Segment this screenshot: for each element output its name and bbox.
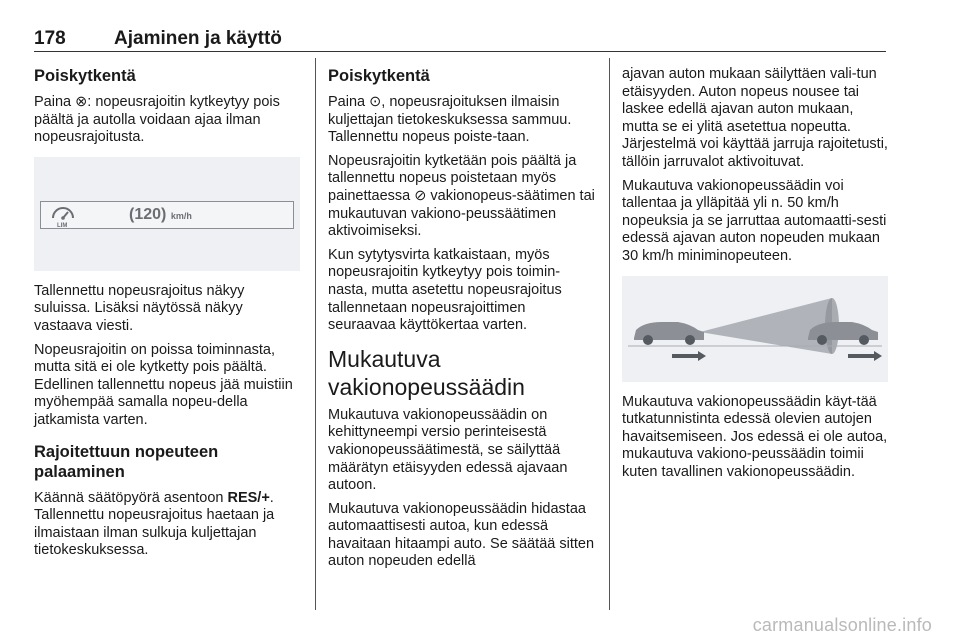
direction-arrow-icon bbox=[672, 351, 706, 361]
car-ahead-icon bbox=[808, 322, 878, 345]
section-heading: Rajoitettuun nopeuteen palaaminen bbox=[34, 442, 219, 481]
speed-number: (120) bbox=[129, 205, 167, 223]
watermark: carmanualsonline.info bbox=[752, 615, 932, 635]
paragraph: Paina ⊙, nopeusrajoituksen ilmaisin kuljettajan tietokeskuksessa sammuu. Tallennettu nopeus poiste-taan. bbox=[328, 94, 572, 146]
section-heading: Poiskytkentä bbox=[328, 67, 430, 85]
chapter-section-heading: Mukautuva vakionopeussäädin bbox=[328, 345, 525, 400]
paragraph: Nopeusrajoitin on poissa toiminnasta, mutta sitä ei ole kytketty pois päältä. Edellinen tallennettu nopeus jää muistiin myöhempää samalla nopeu-della jatkamista varten. bbox=[34, 341, 293, 428]
column-middle bbox=[328, 66, 596, 577]
page-header bbox=[34, 30, 886, 52]
own-car-icon bbox=[634, 322, 704, 345]
limiter-label: LIM bbox=[57, 222, 68, 228]
direction-arrow-icon bbox=[848, 351, 882, 361]
speed-limiter-icon bbox=[49, 204, 77, 228]
paragraph: Mukautuva vakionopeussäädin käyt-tää tutkatunnistinta edessä olevien autojen havaitsemiseen. Jos edessä ei ole autoa, mukautuva vakiono-peussäädin toimii kuten tavallinen vakionopeussäädin. bbox=[622, 393, 888, 480]
column-divider bbox=[315, 58, 316, 610]
paragraph: Mukautuva vakionopeussäädin hidastaa automaattisesti autoa, kun edessä havaitaan hitaampi auto. Se säätää sitten auton nopeuden edellä bbox=[328, 500, 595, 570]
column-right bbox=[622, 66, 888, 488]
paragraph: Mukautuva vakionopeussäädin voi tallentaa ja ylläpitää yli n. 50 km/h nopeuksia ja se jarruttaa automaatti-sesti edessä ajavan auton nopeuden mukaan 30 km/h miniminopeuteen. bbox=[622, 177, 887, 264]
paragraph: Paina ⊗: nopeusrajoitin kytkeytyy pois päältä ja autolla voidaan ajaa ilman nopeusrajoitusta. bbox=[34, 94, 280, 146]
page-number: 178 bbox=[34, 28, 66, 49]
column-divider bbox=[609, 58, 610, 610]
column-left bbox=[34, 66, 300, 566]
radar-illustration bbox=[622, 276, 888, 382]
paragraph bbox=[34, 490, 300, 560]
paragraph: Mukautuva vakionopeussäädin on kehittyneempi versio perinteisestä vakionopeussäätimestä, se säilyttää määrätyn etäisyyden edessä ajavaan autoon. bbox=[328, 406, 568, 494]
chapter-title: Ajaminen ja käyttö bbox=[114, 28, 282, 49]
paragraph: Kun sytytysvirta katkaistaan, myös nopeusrajoitin kytkeytyy pois toimin-nasta, mutta asetettu nopeusrajoitus tallennetaan nopeusrajoittimen seuraavaa käyttökertaa varten. bbox=[328, 246, 562, 334]
text-run: . Tallennettu nopeusrajoitus haetaan ja ilmaistaan ilman sulkuja kuljettajan tietokeskuksessa. bbox=[34, 489, 275, 559]
section-heading: Poiskytkentä bbox=[34, 67, 136, 85]
speed-unit: km/h bbox=[170, 210, 192, 221]
paragraph: Tallennettu nopeusrajoitus näkyy suluissa. Lisäksi näytössä näkyy vastaava viesti. bbox=[34, 282, 245, 334]
radar-illustration-svg bbox=[622, 276, 888, 382]
paragraph: Nopeusrajoitin kytketään pois päältä ja tallennettu nopeus poistetaan myös painettaessa ⊘ vakionopeus-säätimen tai mukautuvan vakiono-peussäätimen aktivoimiseksi. bbox=[328, 152, 595, 240]
text-run: Käännä säätöpyörä asentoon bbox=[34, 489, 228, 506]
control-label-res: RES/+ bbox=[227, 489, 270, 506]
speed-limiter-display-figure bbox=[34, 157, 300, 271]
driver-info-display bbox=[40, 201, 294, 229]
stored-speed-value bbox=[129, 206, 192, 224]
paragraph: ajavan auton mukaan säilyttäen vali-tun etäisyyden. Auton nopeus nousee tai laskee edellä ajavan auton mukaan, mutta se ei ylitä asetettua nopeutta. Järjestelmä voi käyttää jarruja rajoitetusti, tällöin jarruvalot aktivoituvat. bbox=[622, 66, 888, 170]
